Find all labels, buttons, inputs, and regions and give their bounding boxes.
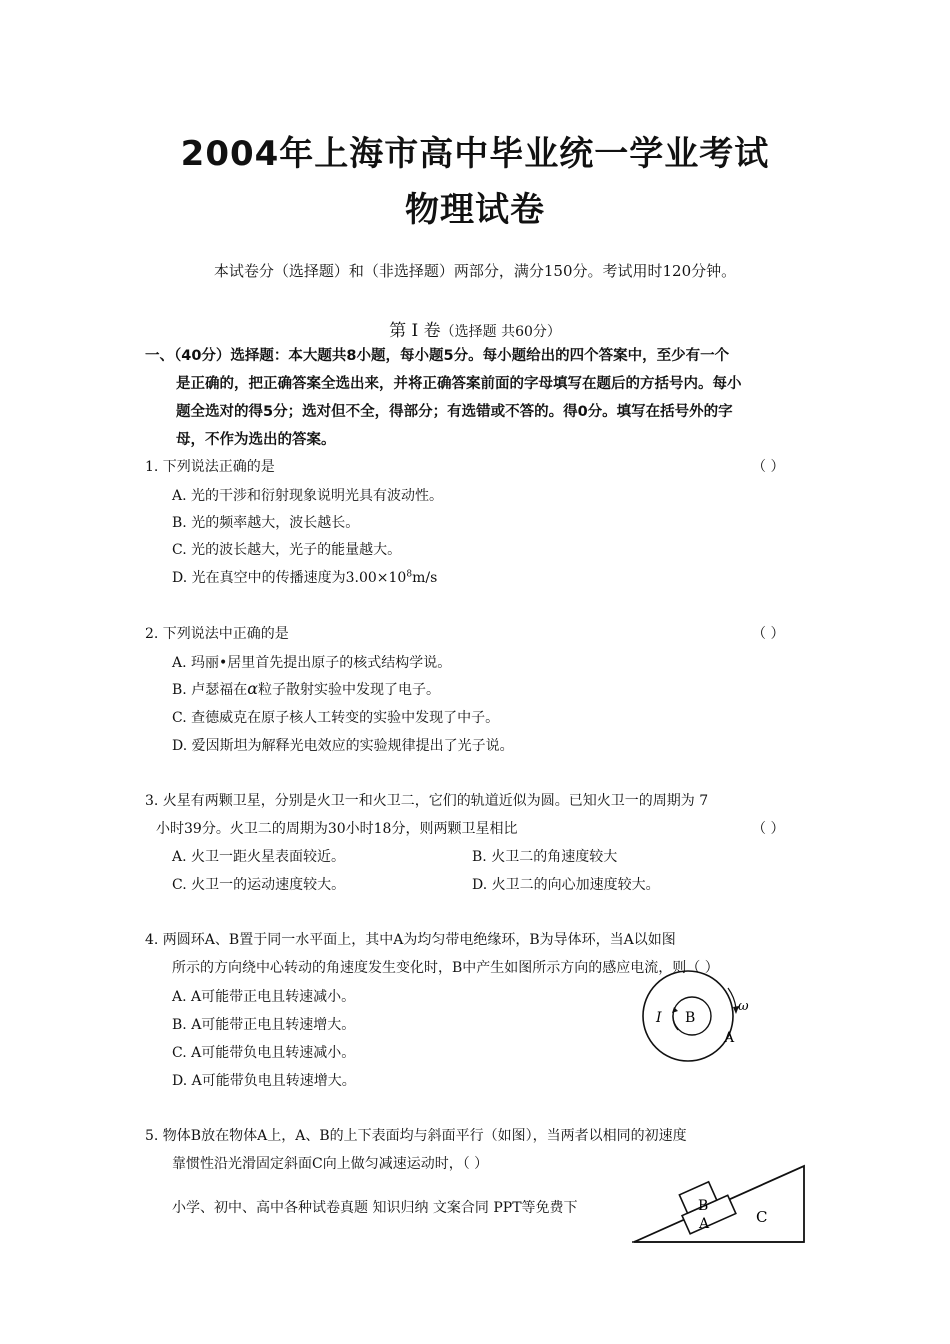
q1-answer-paren: （ ） (752, 459, 785, 475)
q4-option-d: D. A可能带负电且转速增大。 (172, 1073, 356, 1089)
incline-label-c: C (756, 1208, 768, 1226)
q1-option-d-text: D. 光在真空中的传播速度为3.00×10 (172, 570, 407, 586)
section-main: 第 Ⅰ 卷 (389, 321, 441, 341)
q2-option-b-post: 粒子散射实验中发现了电子。 (258, 682, 441, 698)
q2-option-b-pre: B. 卢瑟福在 (172, 682, 248, 698)
block-label-a: A (699, 1216, 710, 1232)
q4-stem-line-1: 4. 两圆环A、B置于同一水平面上，其中A为均匀带电绝缘环，B为导体环，当A以如图 (145, 932, 676, 948)
q1-option-a: A. 光的干涉和衍射现象说明光具有波动性。 (172, 488, 444, 504)
ring-figure (632, 966, 772, 1066)
q2-option-a: A. 玛丽•居里首先提出原子的核式结构学说。 (172, 655, 452, 671)
ring-label-b: B (685, 1010, 696, 1026)
current-label-i: I (656, 1010, 662, 1026)
instruction-line-4: 母，不作为选出的答案。 (176, 432, 336, 448)
q3-option-a: A. 火卫一距火星表面较近。 (172, 849, 346, 865)
q4-option-c: C. A可能带负电且转速减小。 (172, 1045, 356, 1061)
q5-stem-line-1: 5. 物体B放在物体A上，A、B的上下表面均与斜面平行（如图），当两者以相同的初速度 (145, 1128, 687, 1144)
q2-option-c: C. 查德威克在原子核人工转变的实验中发现了中子。 (172, 710, 500, 726)
q1-stem: 1. 下列说法正确的是 (145, 459, 275, 475)
incline-figure (628, 1156, 813, 1248)
exam-intro: 本试卷分（选择题）和（非选择题）两部分，满分150分。考试用时120分钟。 (213, 262, 737, 280)
q3-option-c: C. 火卫一的运动速度较大。 (172, 877, 346, 893)
exam-subtitle: 物理试卷 (405, 190, 545, 230)
q2-option-b (172, 679, 440, 699)
ring-label-a: A (724, 1030, 735, 1046)
q3-stem-line-1: 3. 火星有两颗卫星，分别是火卫一和火卫二，它们的轨道近似为圆。已知火卫一的周期为 7 (145, 793, 709, 809)
q4-option-a: A. A可能带正电且转速减小。 (172, 989, 356, 1005)
q4-stem-line-2: 所示的方向绕中心转动的角速度发生变化时，B中产生如图所示方向的感应电流，则（ ） (172, 960, 719, 976)
instruction-line-2: 是正确的，把正确答案全选出来，并将正确答案前面的字母填写在题后的方括号内。每小 (176, 376, 742, 392)
q3-option-d: D. 火卫二的向心加速度较大。 (472, 877, 660, 893)
q2-stem: 2. 下列说法中正确的是 (145, 626, 289, 642)
omega-label: ω (738, 999, 749, 1014)
q3-answer-paren: （ ） (752, 821, 785, 837)
q3-option-b: B. 火卫二的角速度较大 (472, 849, 618, 865)
q1-option-d (172, 567, 437, 587)
alpha-symbol: α (247, 679, 259, 698)
section-note: （选择题 共60分） (440, 324, 561, 340)
q1-option-d-exponent: 8 (406, 569, 413, 580)
q1-option-d-unit: m/s (412, 570, 438, 586)
exam-title: 2004年上海市高中毕业统一学业考试 (180, 134, 770, 174)
q1-option-b: B. 光的频率越大，波长越长。 (172, 515, 360, 531)
footer-watermark: 小学、初中、高中各种试卷真题 知识归纳 文案合同 PPT等免费下 (172, 1200, 578, 1216)
section-heading (0, 316, 950, 341)
q1-option-c: C. 光的波长越大，光子的能量越大。 (172, 542, 402, 558)
block-label-b: B (698, 1198, 709, 1214)
q2-option-d: D. 爱因斯坦为解释光电效应的实验规律提出了光子说。 (172, 738, 514, 754)
q2-answer-paren: （ ） (752, 626, 785, 642)
instruction-line-1: 一、（40分）选择题：本大题共8小题，每小题5分。每小题给出的四个答案中，至少有一个 (145, 348, 730, 364)
instruction-line-3: 题全选对的得5分；选对但不全，得部分；有选错或不答的。得0分。填写在括号外的字 (176, 404, 733, 420)
q4-option-b: B. A可能带正电且转速增大。 (172, 1017, 356, 1033)
q3-stem-line-2: 小时39分。火卫二的周期为30小时18分，则两颗卫星相比 (156, 821, 518, 837)
q5-stem-line-2: 靠惯性沿光滑固定斜面C向上做匀减速运动时，（ ） (172, 1156, 489, 1172)
